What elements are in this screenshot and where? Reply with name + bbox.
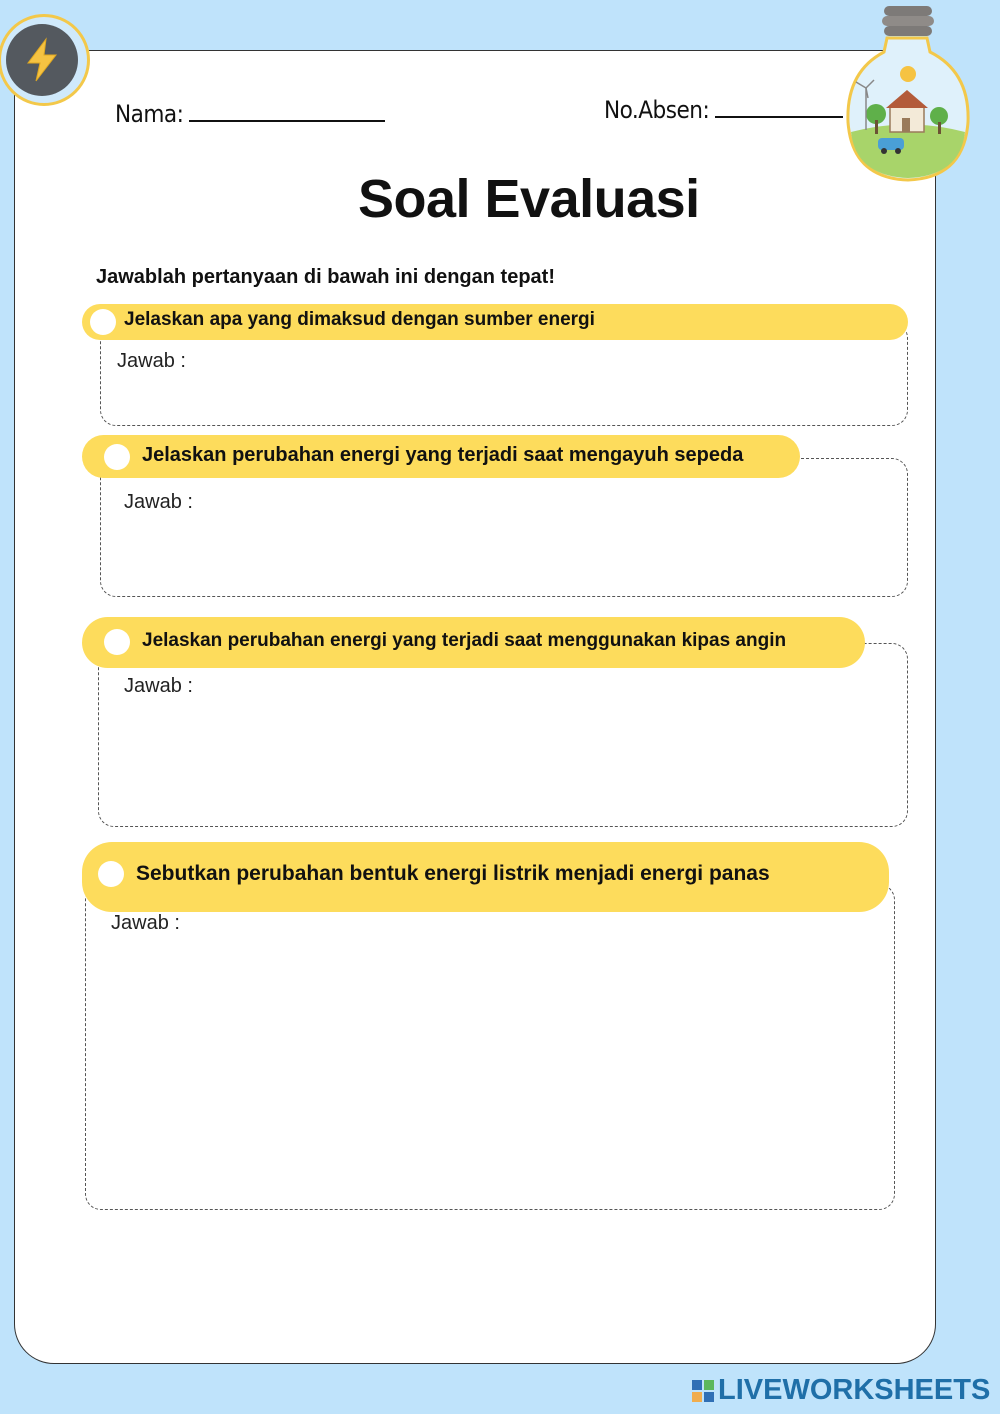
absen-field — [604, 96, 843, 124]
answer-box-4[interactable] — [85, 884, 895, 1210]
question-bullet-icon — [104, 629, 130, 655]
question-1 — [82, 304, 908, 340]
instruction-text: Jawablah pertanyaan di bawah ini dengan tepat! — [96, 266, 555, 288]
page-title: Soal Evaluasi — [358, 169, 700, 229]
answer-label-4: Jawab : — [111, 912, 180, 934]
absen-label: No.Absen: — [604, 96, 710, 124]
name-blank[interactable] — [189, 102, 385, 122]
answer-label-1: Jawab : — [117, 350, 186, 372]
question-text: Jelaskan perubahan energi yang terjadi saat mengayuh sepeda — [142, 444, 744, 466]
liveworksheets-logo-icon — [692, 1380, 714, 1402]
lightbulb-illustration — [842, 2, 972, 182]
lightning-icon — [6, 24, 78, 96]
liveworksheets-brand[interactable] — [692, 1374, 990, 1407]
question-text: Jelaskan apa yang dimaksud dengan sumber energi — [124, 309, 595, 330]
brand-text: LIVEWORKSHEETS — [718, 1374, 991, 1406]
question-text: Sebutkan perubahan bentuk energi listrik menjadi energi panas — [136, 862, 770, 885]
question-text: Jelaskan perubahan energi yang terjadi saat menggunakan kipas angin — [142, 630, 787, 651]
question-bullet-icon — [104, 444, 130, 470]
answer-box-2[interactable] — [100, 458, 908, 597]
name-field — [115, 100, 385, 128]
answer-label-2: Jawab : — [124, 491, 193, 513]
question-bullet-icon — [98, 861, 124, 887]
answer-label-3: Jawab : — [124, 675, 193, 697]
question-2 — [82, 435, 800, 478]
question-4 — [82, 842, 889, 912]
question-bullet-icon — [90, 309, 116, 335]
name-label: Nama: — [115, 100, 184, 128]
answer-box-3[interactable] — [98, 643, 908, 827]
absen-blank[interactable] — [715, 98, 843, 118]
question-3 — [82, 617, 865, 668]
